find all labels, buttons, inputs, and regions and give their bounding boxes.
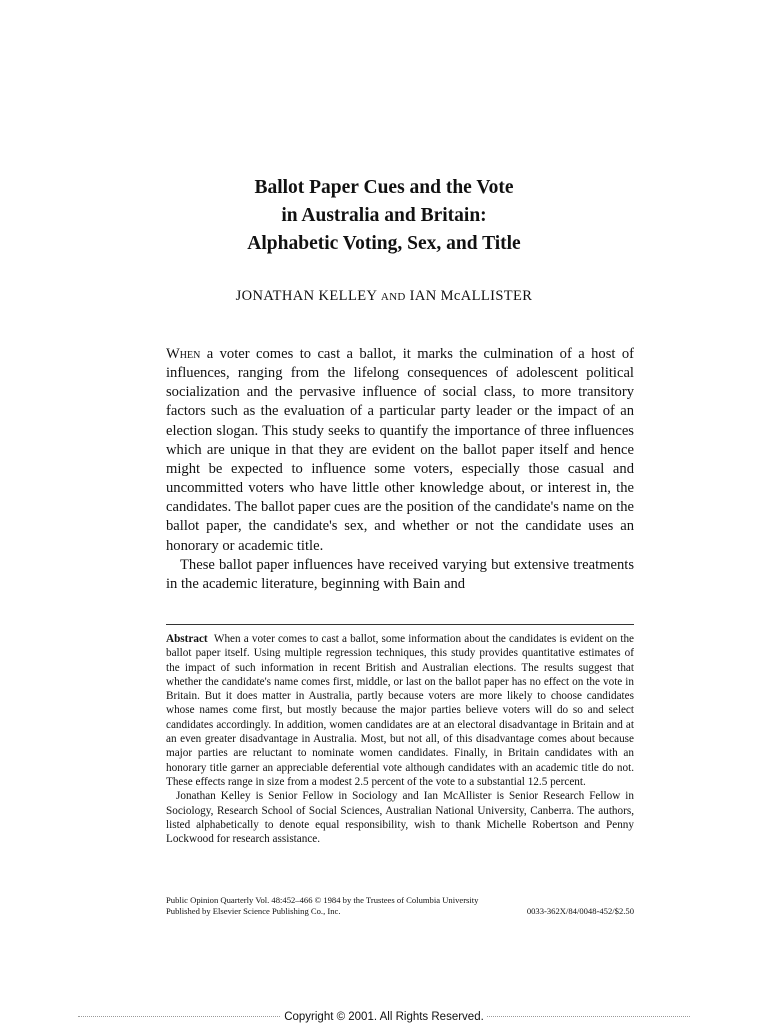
copyright-bar xyxy=(0,1010,768,1024)
publisher-info: Published by Elsevier Science Publishing Co., Inc. xyxy=(166,905,341,916)
body-paragraph-1 xyxy=(166,345,634,556)
author-second: IAN McALLISTER xyxy=(409,288,533,304)
publisher-row xyxy=(166,906,634,917)
publication-footer xyxy=(166,895,634,916)
copyright-text: Copyright © 2001. All Rights Reserved. xyxy=(281,1011,487,1023)
author-conjunction: AND xyxy=(380,291,406,303)
lead-word: When xyxy=(166,346,201,362)
author-line xyxy=(0,288,768,305)
copyright-notice xyxy=(0,1010,768,1024)
title-line-1: Ballot Paper Cues and the Vote xyxy=(254,177,514,198)
journal-code: 0033-362X/84/0048-452/$2.50 xyxy=(526,905,634,916)
paragraph-1-text: a voter comes to cast a ballot, it marks the culmination of a host of influences, ranging from the lifelong consequences of adolescent political socialization and the pervasive influence of social class, to more transitory factors such as the evaluation of a particular party leader or the impact of an election slogan. This study seeks to quantify the importance of three influences which are unique in that they are evident on the ballot paper itself and hence might be expected to influence some voters, especially those casual and uncommitted voters who have little other knowledge about, or interest in, the candidates. The ballot paper cues are the position of the candidate's name on the ballot paper, the candidate's sex, and whether or not the candidate uses an honorary or academic title. xyxy=(166,346,634,554)
abstract-block xyxy=(166,632,634,846)
author-first: JONATHAN KELLEY xyxy=(235,288,377,304)
journal-citation-row xyxy=(166,895,634,906)
article-body xyxy=(166,345,634,594)
title-line-2: in Australia and Britain: xyxy=(281,205,487,226)
abstract-divider xyxy=(166,624,634,625)
title-line-3: Alphabetic Voting, Sex, and Title xyxy=(247,233,521,254)
journal-citation: Public Opinion Quarterly Vol. 48:452–466 © 1984 by the Trustees of Columbia University xyxy=(166,895,479,905)
abstract-text: When a voter comes to cast a ballot, some information about the candidates is evident on the ballot paper itself. Using multiple regression techniques, this study provides quantitative estimates of the impact of such information in recent British and Australian elections. The results suggest that whether the candidate's name comes first, middle, or last on the ballot paper has no effect on the vote in Britain. But it does matter in Australia, partly because voters are more likely to choose candidates whose names come first, but mostly because the major parties believe voters will do so and select candidates accordingly. In addition, women candidates are at an electoral disadvantage in Britain and at an even greater disadvantage in Australia. Most, but not all, of this disadvantage comes about because major parties are reluctant to nominate women candidates. Finally, in Britain candidates with an honorary title garner an appreciable deferential vote although candidates with an academic title do not. These effects range in size from a modest 2.5 percent of the vote to a substantial 12.5 percent. xyxy=(166,633,634,788)
abstract-label: Abstract xyxy=(166,633,208,645)
abstract-paragraph xyxy=(166,632,634,789)
body-paragraph-2: These ballot paper influences have received varying but extensive treatments in the academic literature, beginning with Bain and xyxy=(166,556,634,592)
author-affiliation: Jonathan Kelley is Senior Fellow in Sociology and Ian McAllister is Senior Research Fellow in Sociology, Research School of Social Sciences, Australian National University, Canberra. The authors, listed alphabetically to denote equal responsibility, wish to thank Michelle Robertson and Penny Lockwood for research assistance. xyxy=(166,790,634,846)
article-title xyxy=(0,174,768,258)
